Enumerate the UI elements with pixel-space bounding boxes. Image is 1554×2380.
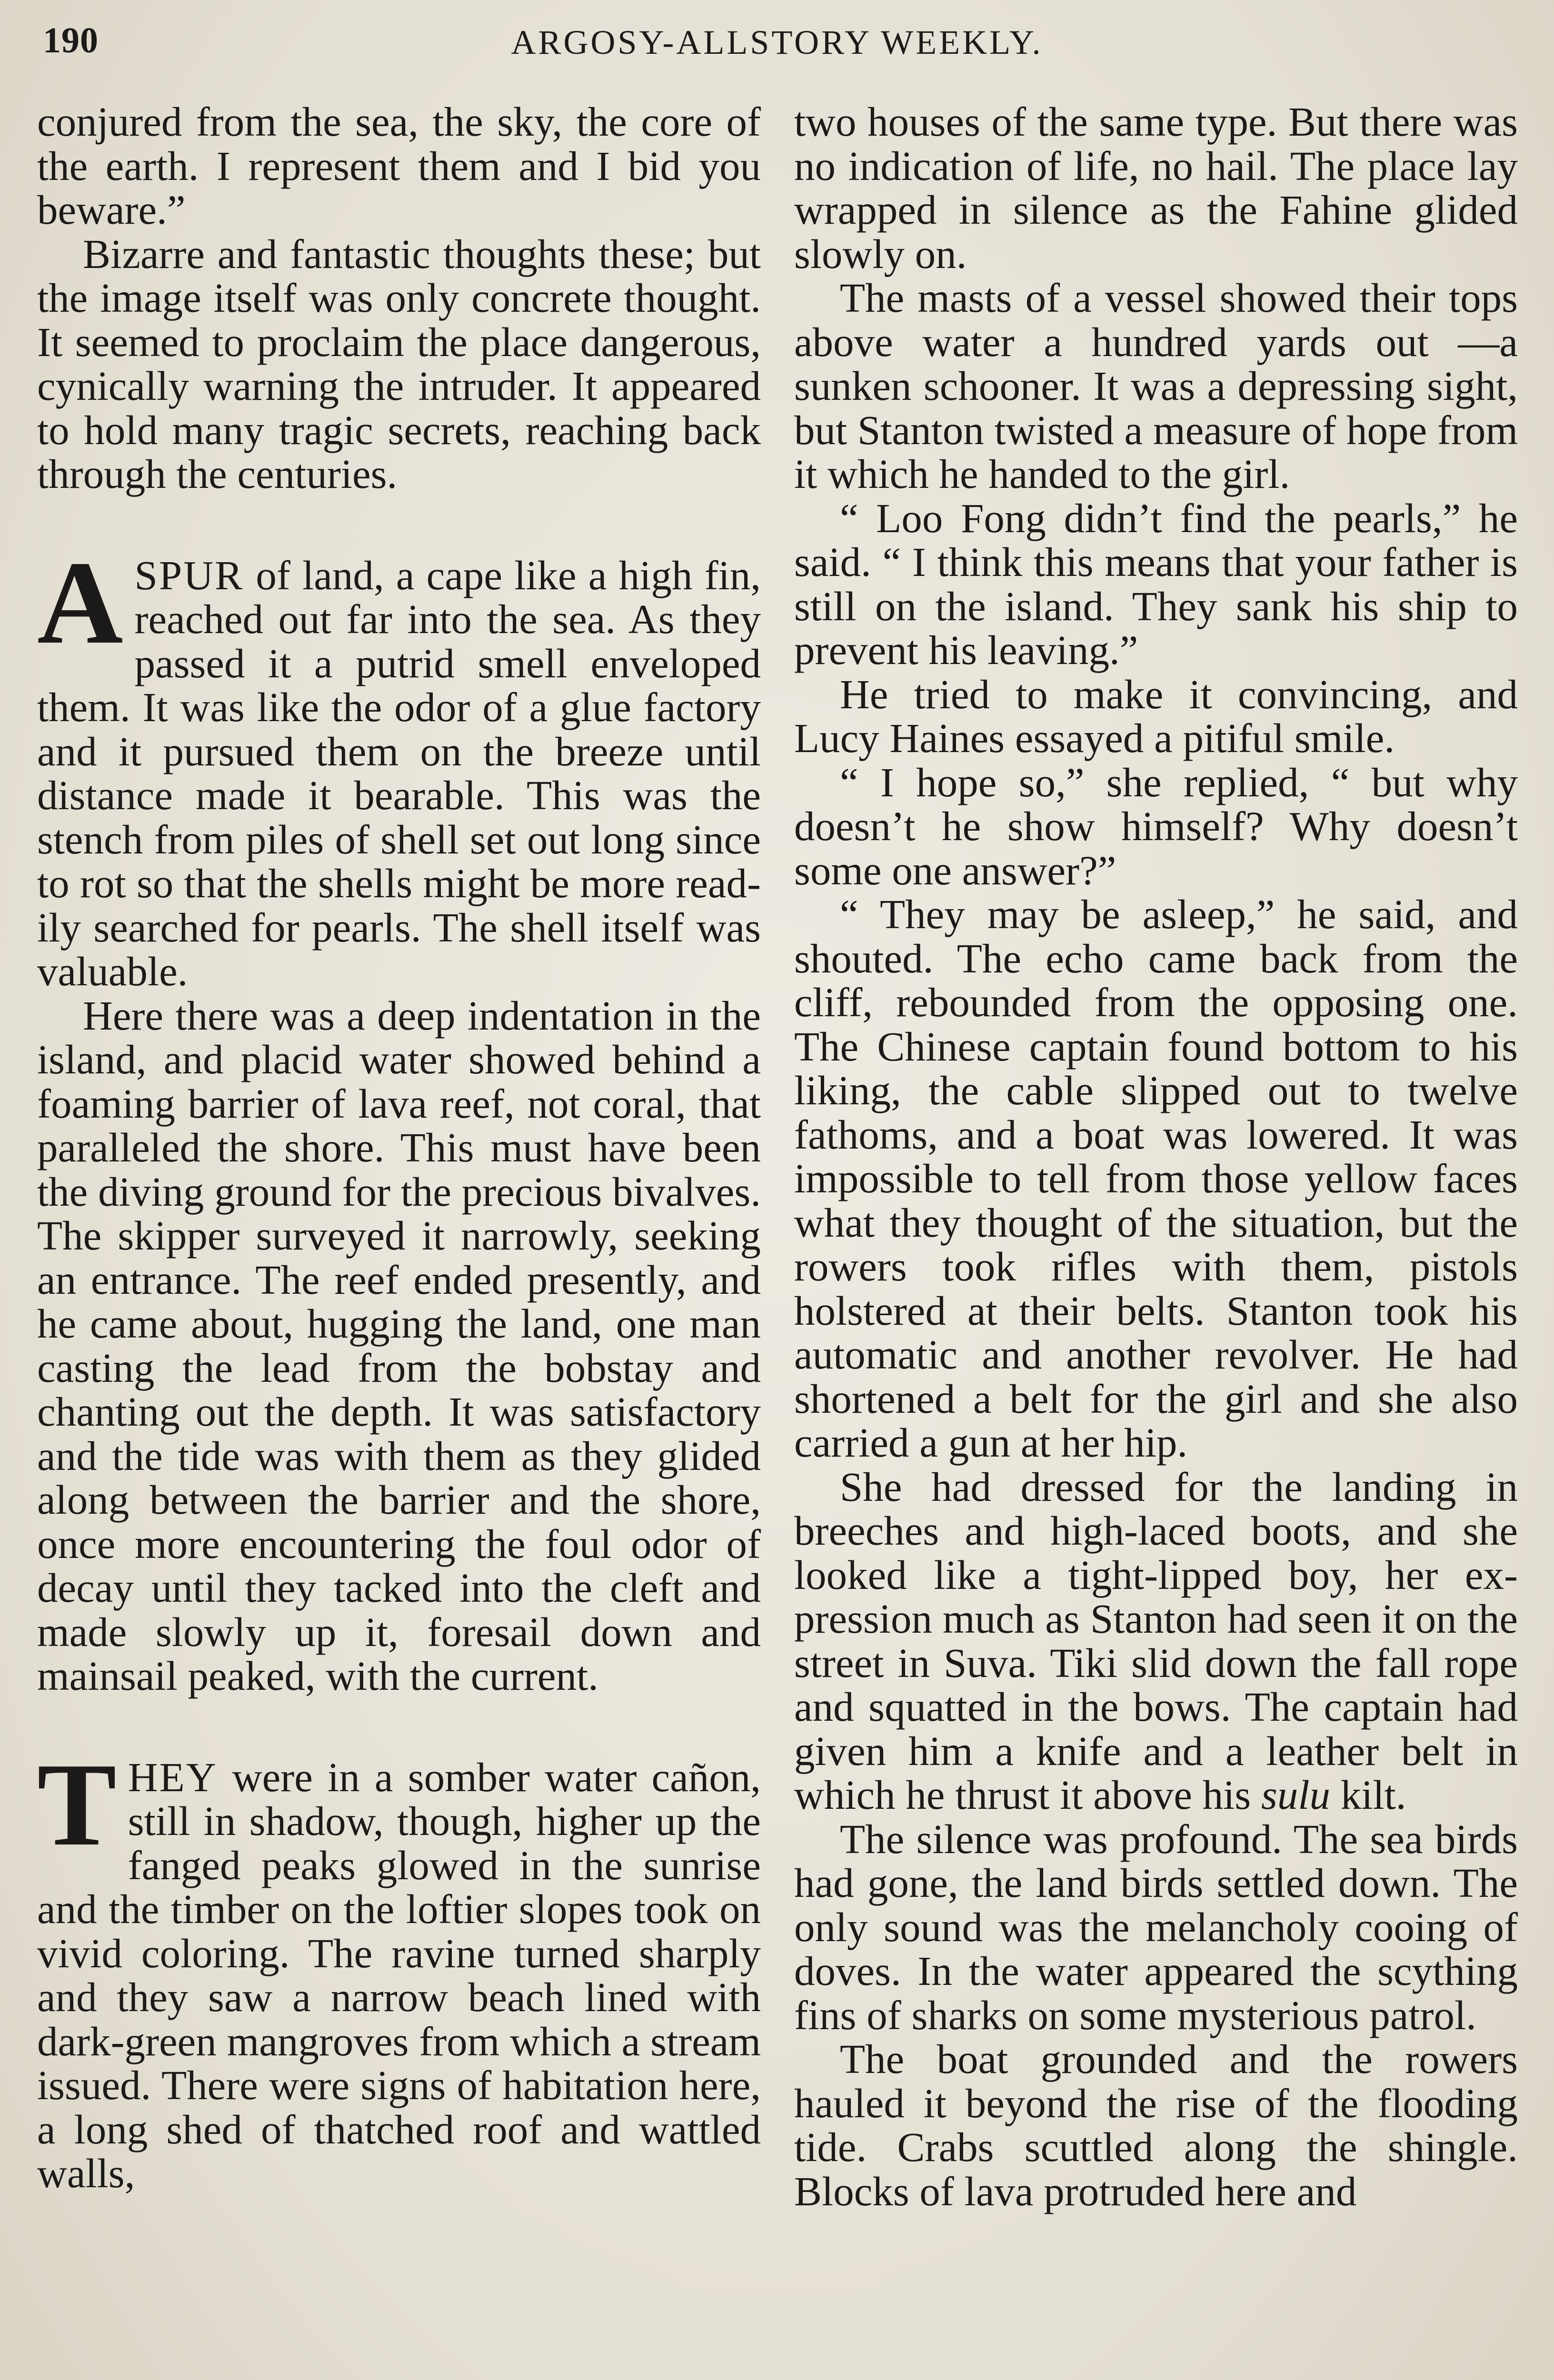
left-column: [37, 100, 761, 2380]
lead-word: HEY: [128, 1754, 218, 1800]
paragraph: conjured from the sea, the sky, the core of the earth. I represent them and I bid you beware.”: [37, 100, 761, 233]
paragraph-text: kilt.: [1330, 1772, 1406, 1818]
paragraph: Bizarre and fantastic thoughts these; but the image itself was only concrete thought. It seemed to proclaim the place dangerous, cynically warning the intruder. It appeared to hold many tragic secrets, reaching back through the centuries.: [37, 230, 761, 497]
section-opening-paragraph: [37, 536, 761, 994]
italic-word: sulu: [1261, 1772, 1331, 1818]
paragraph: Here there was a deep indentation in the island, and placid water showed behind a foaming barrier of lava reef, not coral, that paralleled the shore. This must have been the diving ground for the precious bivalves. The skipper surveyed it narrowly, seeking an entrance. The reef ended presently, and he came about, hugging the land, one man casting the lead from the bobstay and chanting out the depth. It was satisfactory and the tide was with them as they glided along between the barrier and the shore, once more encountering the foul odor of decay until they tacked into the cleft and made slowly up it, foresail down and mainsail peaked, with the current.: [37, 992, 761, 1699]
paragraph: “ They may be asleep,” he said, and shouted. The echo came back from the cliff, rebounded from the opposing one. The Chinese captain found bottom to his liking, the cable slipped out to twelve fathoms, and a boat was lowered. It was impossible to tell from those yellow faces what they thought of the situation, but the rowers took rifles with them, pistols holstered at their belts. Stanton took his automatic and another revolver. He had shortened a belt for the girl and she also carried a gun at her hip.: [794, 891, 1518, 1466]
right-column: [794, 100, 1518, 2380]
lead-word: SPUR: [134, 552, 244, 598]
drop-cap: A: [37, 536, 123, 669]
paragraph: He tried to make it convincing, and Lucy Haines essayed a pitiful smile.: [794, 671, 1518, 761]
paragraph: The silence was profound. The sea birds had gone, the land birds settled down. The only sound was the melancholy cooing of doves. In the water appeared the scything fins of sharks on some mysterious patrol.: [794, 1815, 1518, 2038]
paragraph-text: were in a somber water cañon, still in shadow, though, higher up the fanged peaks glowed in the sunrise and the timber on the loftier slopes took on vivid coloring. The ravine turned sharply and they saw a narrow beach lined with dark-green mangroves from which a stream issued. There were signs of habitation here, a long shed of thatched roof and wattled walls,: [37, 1754, 761, 2196]
section-break: [37, 1698, 761, 1755]
drop-cap: T: [37, 1738, 117, 1871]
paragraph-text: She had dressed for the landing in breeches and high-laced boots, and she looked like a tight-lipped boy, her expression much as Stanton had seen it on the street in Suva. Tiki slid down the fall rope and squatted in the bows. The captain had given him a knife and a leather belt in which he thrust it above his: [794, 1463, 1518, 1818]
paragraph: two houses of the same type. But there was no indication of life, no hail. The place lay wrapped in silence as the Fahine glided slowly on.: [794, 100, 1518, 277]
section-opening-paragraph: [37, 1738, 761, 2196]
paragraph: “ I hope so,” she replied, “ but why doesn’t he show himself? Why doesn’t some one answer?”: [794, 759, 1518, 893]
paragraph: The boat grounded and the rowers hauled it beyond the rise of the flooding tide. Crabs scuttled along the shingle. Blocks of lava protruded here and: [794, 2036, 1518, 2214]
page-header: [33, 16, 1521, 69]
running-head: ARGOSY-ALLSTORY WEEKLY.: [511, 23, 1043, 61]
paragraph: “ Loo Fong didn’t find the pearls,” he said. “ I think this means that your father is still on the island. They sank his ship to prevent his leaving.”: [794, 495, 1518, 673]
paragraph: The masts of a vessel showed their tops above water a hundred yards out —a sunken schooner. It was a depressing sight, but Stanton twisted a measure of hope from it which he handed to the girl.: [794, 275, 1518, 497]
paragraph-text: of land, a cape like a high fin, reached out far into the sea. As they passed it a putrid smell enveloped them. It was like the odor of a glue factory and it pursued them on the breeze until distance made it bearable. This was the stench from piles of shell set out long since to rot so that the shells might be more readily searched for pearls. The shell itself was valuable.: [37, 552, 761, 994]
section-break: [37, 496, 761, 554]
page-number: 190: [43, 20, 99, 60]
paragraph: [794, 1465, 1518, 1817]
